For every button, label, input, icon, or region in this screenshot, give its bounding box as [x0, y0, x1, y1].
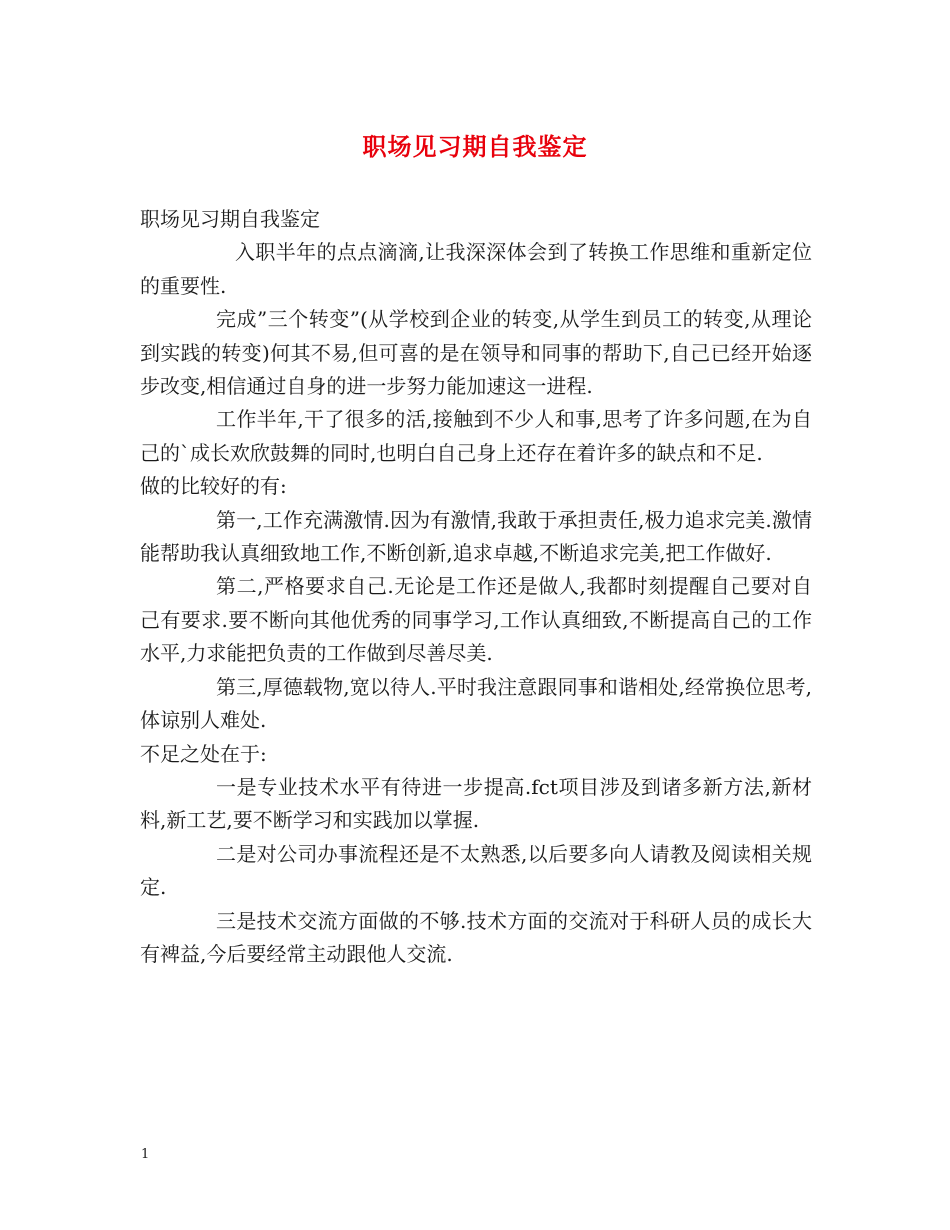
page-number: 1 [141, 1147, 150, 1162]
body-heading: 职场见习期自我鉴定 [140, 207, 320, 231]
document-body [140, 203, 812, 971]
paragraph-intro: 入职半年的点点滴滴,让我深深体会到了转换工作思维和重新定位的重要性. [140, 240, 812, 298]
paragraph-strength-1: 第一,工作充满激情.因为有激情,我敢于承担责任,极力追求完美.激情能帮助我认真细致地工作,不断创新,追求卓越,不断追求完美,把工作做好. [140, 507, 812, 566]
paragraph-strength-2: 第二,严格要求自己.无论是工作还是做人,我都时刻提醒自己要对自己有要求.要不断向其他优秀的同事学习,工作认真细致,不断提高自己的工作水平,力求能把负责的工作做到尽善尽美. [140, 574, 812, 666]
paragraph-weakness-2: 二是对公司办事流程还是不太熟悉,以后要多向人请教及阅读相关规定. [140, 841, 812, 900]
paragraph-weakness-3: 三是技术交流方面做的不够.技术方面的交流对于科研人员的成长大有裨益,今后要经常主动跟他人交流. [140, 908, 812, 966]
paragraph-strength-3: 第三,厚德载物,宽以待人.平时我注意跟同事和谐相处,经常换位思考,体谅别人难处. [140, 674, 812, 733]
section-heading-strengths: 做的比较好的有: [140, 474, 287, 499]
paragraph-half-year: 工作半年,干了很多的活,接触到不少人和事,思考了许多问题,在为自己的`成长欢欣鼓舞的同时,也明白自己身上还存在着许多的缺点和不足. [140, 407, 812, 465]
paragraph-weakness-1: 一是专业技术水平有待进一步提高.fct项目涉及到诸多新方法,新材料,新工艺,要不断学习和实践加以掌握. [140, 774, 812, 833]
document-title: 职场见习期自我鉴定 [362, 132, 588, 161]
section-heading-weaknesses: 不足之处在于: [140, 741, 267, 766]
paragraph-three-changes: 完成”三个转变”(从学校到企业的转变,从学生到员工的转变,从理论到实践的转变)何其不易,但可喜的是在领导和同事的帮助下,自己已经开始逐步改变,相信通过自身的进一步努力能加速这一进程. [140, 307, 812, 399]
